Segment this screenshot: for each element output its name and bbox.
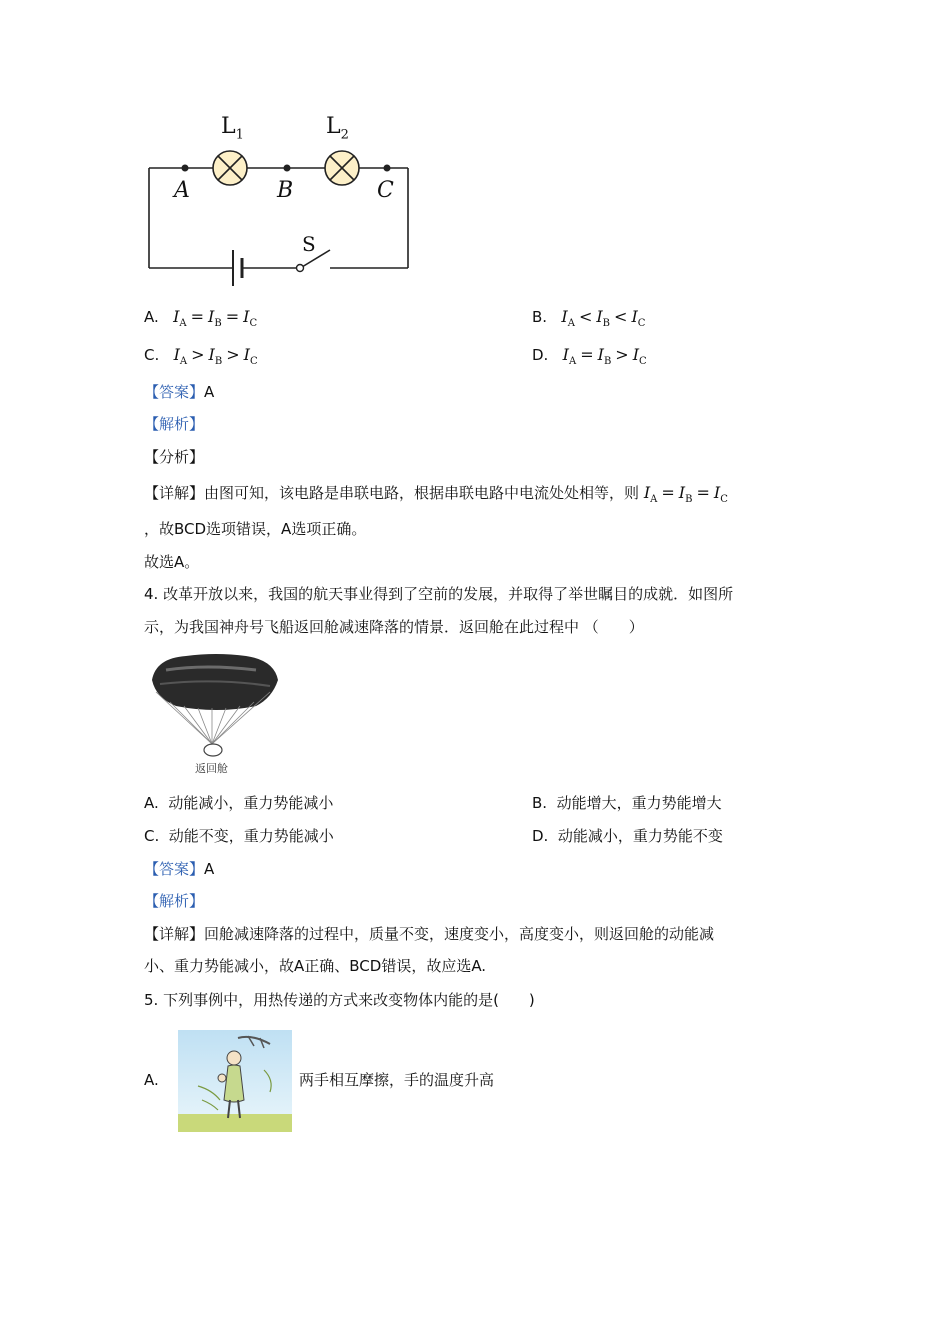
q4-answer: 【答案】A — [144, 860, 215, 878]
q4-option-d: D. 动能减小，重力势能不变 — [532, 827, 723, 845]
q4-stem-line1: 4. 改革开放以来，我国的航天事业得到了空前的发展，并取得了举世瞩目的成就．如图所 — [144, 585, 734, 603]
q4-option-a: A. 动能减小，重力势能减小 — [144, 794, 334, 812]
q3-fenxi-tag: 【分析】 — [144, 448, 205, 466]
lamp-l1-label: $L_1$ — [221, 114, 244, 143]
q5-option-a-letter: A. — [144, 1071, 159, 1089]
q3-analysis-tag: 【解析】 — [144, 415, 205, 433]
point-a-label: A — [174, 178, 190, 203]
q3-option-b: B. $I_A < I_B < I_C$ — [532, 307, 646, 330]
q4-stem-line2: 示，为我国神舟号飞船返回舱减速降落的情景．返回舱在此过程中 （ ） — [144, 618, 644, 636]
lamp-l2-symbol — [325, 151, 359, 185]
q3-detail-line1: 【详解】由图可知，该电路是串联电路，根据串联电路中电流处处相等，则 $I_A = I_B = I_C$ — [144, 483, 728, 506]
q5-option-a-text: 两手相互摩擦，手的温度升高 — [299, 1071, 495, 1089]
q5-option-a-image — [178, 1030, 292, 1132]
q4-option-c: C. 动能不变，重力势能减小 — [144, 827, 334, 845]
q3-detail-line2: ，故BCD选项错误，A选项正确。 — [144, 520, 367, 538]
point-b-label: B — [277, 178, 294, 203]
q4-detail-line1: 【详解】回舱减速降落的过程中，质量不变，速度变小，高度变小，则返回舱的动能减 — [144, 925, 715, 943]
junction-a — [182, 165, 189, 172]
q4-detail-line2: 小、重力势能减小，故A正确、BCD错误，故应选A. — [144, 957, 487, 975]
q5-stem: 5. 下列事例中，用热传递的方式来改变物体内能的是( ) — [144, 991, 535, 1009]
q3-conclusion: 故选A。 — [144, 553, 200, 571]
lamp-l1-symbol — [213, 151, 247, 185]
point-c-label: C — [377, 178, 394, 203]
q3-answer: 【答案】A — [144, 383, 215, 401]
lamp-l2-label: $L_2$ — [326, 114, 349, 143]
parachute-image — [146, 650, 282, 778]
capsule — [204, 744, 222, 756]
q3-option-a: A. $I_A = I_B = I_C$ — [144, 307, 258, 330]
junction-c — [384, 165, 391, 172]
parachute-caption: 返回舱 — [195, 762, 228, 775]
switch-label: S — [302, 232, 316, 256]
q3-option-d: D. $I_A = I_B > I_C$ — [532, 345, 647, 368]
grass — [178, 1114, 292, 1132]
junction-b — [284, 165, 291, 172]
switch-pivot — [297, 265, 304, 272]
q4-option-b: B. 动能增大，重力势能增大 — [532, 794, 722, 812]
q4-analysis-tag: 【解析】 — [144, 892, 205, 910]
q3-option-c: C. $I_A > I_B > I_C$ — [144, 345, 258, 368]
